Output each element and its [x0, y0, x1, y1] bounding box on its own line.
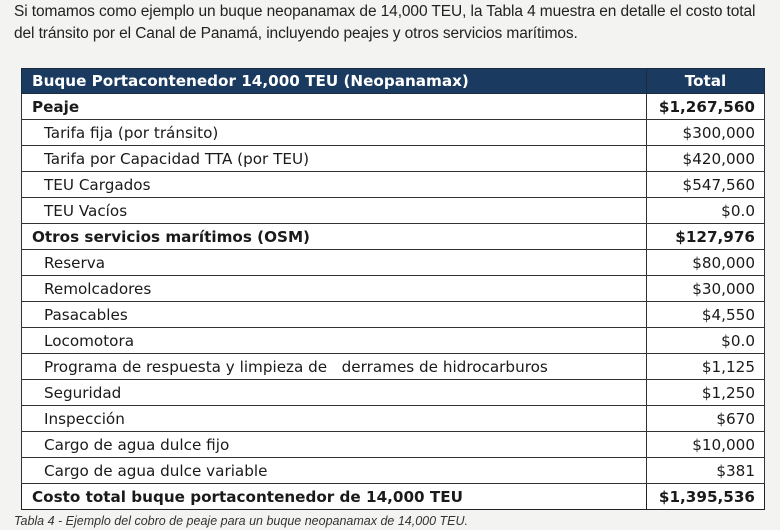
- row-label: Programa de respuesta y limpieza de derrames de hidrocarburos: [22, 354, 647, 380]
- row-label: Inspección: [22, 406, 647, 432]
- row-value: $127,976: [647, 224, 765, 250]
- table-row-peaje: [22, 94, 765, 120]
- row-label: Otros servicios marítimos (OSM): [22, 224, 647, 250]
- table-row: [22, 432, 765, 458]
- row-value: $420,000: [647, 146, 765, 172]
- row-label: Tarifa por Capacidad TTA (por TEU): [22, 146, 647, 172]
- row-value: $547,560: [647, 172, 765, 198]
- table-row: [22, 198, 765, 224]
- table-row: [22, 276, 765, 302]
- row-value: $0.0: [647, 198, 765, 224]
- row-value: $670: [647, 406, 765, 432]
- table-body: [22, 94, 765, 510]
- toll-cost-table: [21, 68, 765, 510]
- row-value: $300,000: [647, 120, 765, 146]
- row-value: $1,125: [647, 354, 765, 380]
- header-total: Total: [647, 69, 765, 94]
- row-value: $10,000: [647, 432, 765, 458]
- row-value: $1,267,560: [647, 94, 765, 120]
- row-label: Peaje: [22, 94, 647, 120]
- row-label: Cargo de agua dulce fijo: [22, 432, 647, 458]
- table-row-osm: [22, 224, 765, 250]
- row-label: TEU Cargados: [22, 172, 647, 198]
- row-value: $1,250: [647, 380, 765, 406]
- row-value: $80,000: [647, 250, 765, 276]
- toll-table-container: [21, 68, 765, 510]
- header-vessel: Buque Portacontenedor 14,000 TEU (Neopanamax): [22, 69, 647, 94]
- intro-paragraph: Si tomamos como ejemplo un buque neopanamax de 14,000 TEU, la Tabla 4 muestra en detalle el costo total del tránsito por el Canal de Panamá, incluyendo peajes y otros servicios marítimos.: [14, 3, 756, 42]
- table-row: [22, 380, 765, 406]
- table-row: [22, 302, 765, 328]
- table-row: [22, 146, 765, 172]
- row-value: $4,550: [647, 302, 765, 328]
- row-label: Cargo de agua dulce variable: [22, 458, 647, 484]
- total-label: Costo total buque portacontenedor de 14,000 TEU: [22, 484, 647, 510]
- table-row: [22, 328, 765, 354]
- row-label: TEU Vacíos: [22, 198, 647, 224]
- table-row: [22, 458, 765, 484]
- table-row: [22, 406, 765, 432]
- row-label: Seguridad: [22, 380, 647, 406]
- total-value: $1,395,536: [647, 484, 765, 510]
- table-row: [22, 354, 765, 380]
- row-value: $30,000: [647, 276, 765, 302]
- table-row: [22, 120, 765, 146]
- row-value: $0.0: [647, 328, 765, 354]
- table-row: [22, 172, 765, 198]
- table-row-total: [22, 484, 765, 510]
- row-label: Pasacables: [22, 302, 647, 328]
- table-header-row: [22, 69, 765, 94]
- row-label: Reserva: [22, 250, 647, 276]
- row-label: Remolcadores: [22, 276, 647, 302]
- table-row: [22, 250, 765, 276]
- row-value: $381: [647, 458, 765, 484]
- row-label: Locomotora: [22, 328, 647, 354]
- row-label: Tarifa fija (por tránsito): [22, 120, 647, 146]
- table-caption: Tabla 4 - Ejemplo del cobro de peaje para un buque neopanamax de 14,000 TEU.: [14, 514, 469, 528]
